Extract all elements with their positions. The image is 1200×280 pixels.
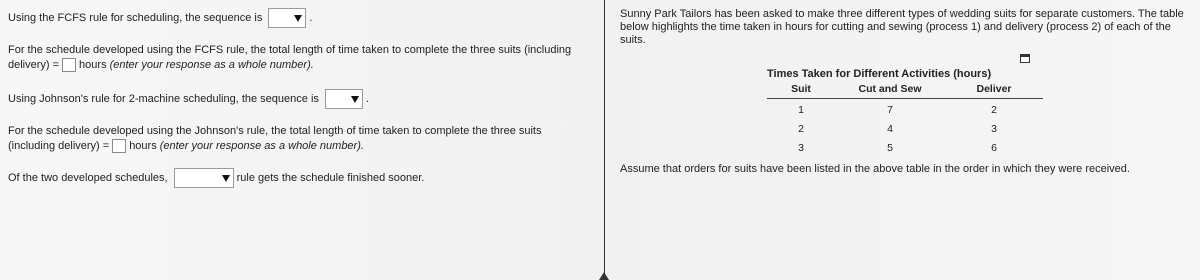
header-deliver: Deliver — [945, 82, 1043, 99]
fcfs-total-time-text: For the schedule developed using the FCFS rule, the total length of time taken to complete the three suits (including — [8, 44, 572, 56]
table-cell: 2 — [798, 122, 804, 135]
fcfs-sequence-question: Using the FCFS rule for scheduling, the sequence is . — [8, 8, 312, 28]
johnson-total-time-question: For the schedule developed using the Johnson's rule, the total length of time taken to complete the three suits (including delivery) = hours (enter your response as a whole number). — [8, 125, 542, 152]
problem-pane — [620, 0, 1195, 280]
table-header-row — [767, 82, 1043, 99]
fcfs-total-time-question: For the schedule developed using the FCFS rule, the total length of time taken to complete the three suits (including delivery) = hours (enter your response as a whole number). — [8, 44, 572, 71]
johnson-total-time-text: For the schedule developed using the Johnson's rule, the total length of time taken to complete the three suits — [8, 125, 542, 137]
faster-rule-label: Of the two developed schedules, — [8, 172, 168, 184]
fcfs-total-time-input[interactable] — [62, 58, 76, 72]
table-cell: 4 — [887, 122, 893, 135]
table-row — [767, 99, 1043, 119]
table-row — [767, 118, 1043, 137]
problem-intro: Sunny Park Tailors has been asked to make three different types of wedding suits for separate customers. The table below highlights the time taken in hours for cutting and sewing (process 1) and delivery (process 2) of each of the suits. — [620, 8, 1184, 46]
table-cell: 3 — [991, 122, 997, 135]
fcfs-sequence-label: Using the FCFS rule for scheduling, the sequence is — [8, 12, 263, 24]
johnson-sequence-dropdown[interactable] — [325, 89, 363, 109]
dropdown-caret-icon — [351, 96, 359, 103]
dropdown-caret-icon — [222, 175, 230, 182]
table-cell: 7 — [887, 103, 893, 116]
johnson-total-time-input[interactable] — [112, 139, 126, 153]
dropdown-caret-icon — [294, 15, 302, 22]
table-cell: 6 — [991, 141, 997, 154]
header-suit: Suit — [767, 82, 835, 99]
table-cell: 2 — [991, 103, 997, 116]
table-cell: 3 — [798, 141, 804, 154]
assumption-note: Assume that orders for suits have been listed in the above table in the order in which they were received. — [620, 163, 1130, 175]
header-cut-and-sew: Cut and Sew — [835, 82, 945, 99]
fcfs-sequence-dropdown[interactable] — [268, 8, 306, 28]
table-row — [767, 137, 1043, 156]
johnson-sequence-question: Using Johnson's rule for 2-machine scheduling, the sequence is . — [8, 89, 369, 109]
table-cell: 5 — [887, 141, 893, 154]
activity-times-table — [767, 82, 1043, 156]
johnson-sequence-label: Using Johnson's rule for 2-machine scheduling, the sequence is — [8, 93, 319, 105]
faster-rule-question: Of the two developed schedules, rule gets the schedule finished sooner. — [8, 168, 424, 188]
divider-handle-icon[interactable] — [599, 272, 609, 280]
pane-divider[interactable] — [604, 0, 605, 280]
table-title: Times Taken for Different Activities (hours) — [767, 68, 992, 80]
expand-window-icon[interactable] — [1020, 54, 1030, 63]
table-cell: 1 — [798, 103, 804, 116]
faster-rule-dropdown[interactable] — [174, 168, 234, 188]
